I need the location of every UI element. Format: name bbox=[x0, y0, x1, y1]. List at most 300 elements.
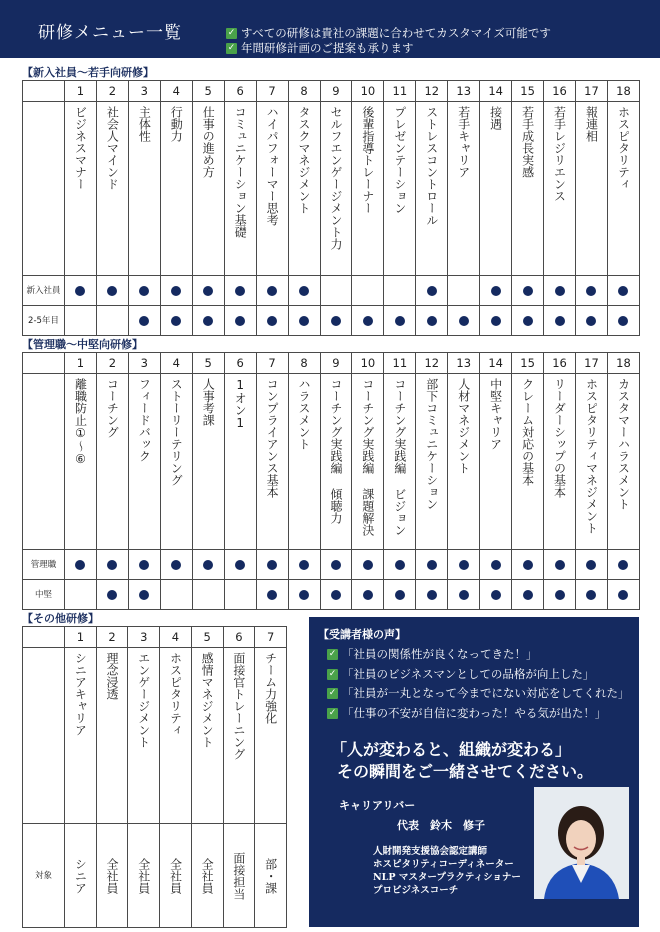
mark-cell bbox=[192, 276, 224, 306]
course-title: ストーリーテリング bbox=[169, 378, 184, 486]
filled-dot-icon bbox=[363, 560, 373, 570]
course-title: シニアキャリア bbox=[73, 652, 88, 736]
table-other bbox=[22, 626, 287, 928]
mark-cell bbox=[448, 550, 480, 580]
course-title: チーム力強化 bbox=[263, 652, 278, 724]
row-label: 中堅 bbox=[23, 580, 65, 610]
target-cell bbox=[96, 824, 128, 928]
course-title-cell bbox=[512, 102, 544, 276]
course-title: クレーム対応の基本 bbox=[520, 378, 535, 486]
course-title-cell bbox=[256, 102, 288, 276]
filled-dot-icon bbox=[459, 590, 469, 600]
filled-dot-icon bbox=[107, 286, 117, 296]
mark-cell bbox=[256, 306, 288, 336]
filled-dot-icon bbox=[555, 286, 565, 296]
section-label-new-employees: 【新入社員〜若手向研修】 bbox=[22, 66, 154, 79]
row-label: 2-5年目 bbox=[23, 306, 65, 336]
target-cell bbox=[255, 824, 287, 928]
check-icon: ✓ bbox=[227, 43, 236, 53]
filled-dot-icon bbox=[586, 560, 596, 570]
course-title-cell bbox=[224, 102, 256, 276]
column-number: 1 bbox=[65, 81, 97, 102]
filled-dot-icon bbox=[235, 286, 245, 296]
mark-cell bbox=[352, 580, 384, 610]
column-number: 1 bbox=[65, 353, 97, 374]
course-title-cell bbox=[128, 648, 160, 824]
column-number: 9 bbox=[320, 81, 352, 102]
course-title: コンプライアンス基本 bbox=[265, 378, 280, 498]
mark-cell bbox=[416, 580, 448, 610]
check-icon: ✓ bbox=[328, 668, 337, 679]
filled-dot-icon bbox=[107, 560, 117, 570]
header-note: ✓ 年間研修計画のご提案も承ります bbox=[227, 41, 414, 55]
mark-cell bbox=[320, 550, 352, 580]
course-title: 理念浸透 bbox=[105, 652, 120, 700]
course-title: 接遇 bbox=[488, 106, 503, 130]
course-title: 後輩指導トレーナー bbox=[360, 106, 375, 214]
mark-cell bbox=[160, 550, 192, 580]
header-notes bbox=[226, 26, 551, 56]
mark-cell bbox=[320, 580, 352, 610]
column-number: 6 bbox=[224, 81, 256, 102]
target-label: 対象 bbox=[23, 824, 65, 928]
filled-dot-icon bbox=[267, 560, 277, 570]
mark-cell bbox=[224, 306, 256, 336]
testimonial-item: ✓ 「仕事の不安が自信に変わった！やる気が出た！」 bbox=[328, 705, 607, 720]
course-title: 感情マネジメント bbox=[200, 652, 215, 748]
filled-dot-icon bbox=[586, 286, 596, 296]
filled-dot-icon bbox=[459, 316, 469, 326]
mark-cell bbox=[224, 550, 256, 580]
course-title-cell bbox=[255, 648, 287, 824]
course-title: ホスピタリティマネジメント bbox=[584, 378, 599, 534]
filled-dot-icon bbox=[203, 560, 213, 570]
column-number: 13 bbox=[448, 353, 480, 374]
table-managers bbox=[22, 352, 640, 610]
course-title: カスタマーハラスメント bbox=[616, 378, 631, 510]
target-value: シニア bbox=[73, 857, 88, 894]
mark-cell bbox=[192, 580, 224, 610]
course-title-cell bbox=[288, 374, 320, 550]
filled-dot-icon bbox=[491, 316, 501, 326]
testimonial-title: 【受講者様の声】 bbox=[318, 628, 406, 641]
section-label-other: 【その他研修】 bbox=[22, 612, 99, 625]
filled-dot-icon bbox=[427, 560, 437, 570]
mark-cell bbox=[288, 580, 320, 610]
mark-cell bbox=[544, 276, 576, 306]
filled-dot-icon bbox=[267, 316, 277, 326]
course-title-cell bbox=[448, 102, 480, 276]
mark-cell bbox=[224, 276, 256, 306]
column-number: 16 bbox=[544, 81, 576, 102]
column-number: 5 bbox=[192, 353, 224, 374]
column-number: 10 bbox=[352, 81, 384, 102]
filled-dot-icon bbox=[491, 560, 501, 570]
mark-cell bbox=[320, 306, 352, 336]
course-title-cell bbox=[352, 374, 384, 550]
course-title: 社会人マインド bbox=[105, 106, 120, 190]
section-label-managers: 【管理職〜中堅向研修】 bbox=[22, 338, 143, 351]
check-icon: ✓ bbox=[328, 688, 337, 699]
filled-dot-icon bbox=[75, 560, 85, 570]
filled-dot-icon bbox=[75, 286, 85, 296]
mark-cell bbox=[607, 306, 639, 336]
course-title-cell bbox=[576, 374, 608, 550]
course-title-cell bbox=[416, 374, 448, 550]
course-title: 中堅キャリア bbox=[488, 378, 503, 450]
course-title: 若手成長実感 bbox=[520, 106, 535, 178]
mark-cell bbox=[384, 550, 416, 580]
course-title: ハイパフォーマー思考 bbox=[265, 106, 280, 226]
mark-cell bbox=[160, 580, 192, 610]
filled-dot-icon bbox=[235, 560, 245, 570]
column-number: 6 bbox=[224, 353, 256, 374]
course-title-cell bbox=[480, 102, 512, 276]
mark-cell bbox=[416, 550, 448, 580]
testimonial-list bbox=[327, 645, 630, 723]
mark-cell bbox=[256, 550, 288, 580]
target-cell bbox=[191, 824, 223, 928]
course-title-cell bbox=[191, 648, 223, 824]
course-title-cell bbox=[544, 374, 576, 550]
filled-dot-icon bbox=[427, 286, 437, 296]
check-icon: ✓ bbox=[328, 707, 337, 718]
mark-cell bbox=[416, 276, 448, 306]
column-number: 14 bbox=[480, 81, 512, 102]
filled-dot-icon bbox=[395, 560, 405, 570]
course-title: プレゼンテーション bbox=[392, 106, 407, 214]
filled-dot-icon bbox=[299, 286, 309, 296]
mark-cell bbox=[480, 580, 512, 610]
course-title-cell bbox=[160, 648, 192, 824]
column-number: 3 bbox=[128, 627, 160, 648]
mark-cell bbox=[128, 550, 160, 580]
course-title: 主体性 bbox=[137, 106, 152, 142]
mark-cell bbox=[288, 276, 320, 306]
column-number: 2 bbox=[96, 81, 128, 102]
column-number: 7 bbox=[255, 627, 287, 648]
course-title: 面接官トレーニング bbox=[231, 652, 246, 760]
target-cell bbox=[65, 824, 97, 928]
filled-dot-icon bbox=[203, 316, 213, 326]
mark-cell bbox=[448, 306, 480, 336]
column-number: 3 bbox=[128, 353, 160, 374]
blank-cell bbox=[23, 627, 65, 648]
course-title-cell bbox=[128, 374, 160, 550]
mark-cell bbox=[480, 306, 512, 336]
course-title-cell bbox=[607, 102, 639, 276]
filled-dot-icon bbox=[523, 560, 533, 570]
mark-cell bbox=[96, 276, 128, 306]
filled-dot-icon bbox=[107, 590, 117, 600]
mark-cell bbox=[128, 276, 160, 306]
mark-cell bbox=[256, 276, 288, 306]
course-title: セルフエンゲージメント力 bbox=[328, 106, 343, 250]
mark-cell bbox=[96, 550, 128, 580]
course-title: コミュニケーション基礎 bbox=[233, 106, 248, 238]
column-number: 11 bbox=[384, 353, 416, 374]
column-number: 4 bbox=[160, 353, 192, 374]
target-value: 全社員 bbox=[200, 857, 215, 894]
column-number: 14 bbox=[480, 353, 512, 374]
column-number: 4 bbox=[160, 627, 192, 648]
filled-dot-icon bbox=[618, 316, 628, 326]
filled-dot-icon bbox=[139, 316, 149, 326]
mark-cell bbox=[384, 276, 416, 306]
target-value: 部・課 bbox=[263, 857, 278, 894]
mark-cell bbox=[480, 550, 512, 580]
filled-dot-icon bbox=[395, 316, 405, 326]
mark-cell bbox=[576, 276, 608, 306]
course-title-cell bbox=[65, 374, 97, 550]
column-number: 18 bbox=[607, 353, 639, 374]
mark-cell bbox=[160, 306, 192, 336]
column-number: 7 bbox=[256, 353, 288, 374]
mark-cell bbox=[448, 580, 480, 610]
course-title-cell bbox=[320, 374, 352, 550]
filled-dot-icon bbox=[586, 316, 596, 326]
course-title-cell bbox=[192, 374, 224, 550]
course-title-cell bbox=[288, 102, 320, 276]
course-title: フィードバック bbox=[137, 378, 152, 462]
column-number: 18 bbox=[607, 81, 639, 102]
portrait-photo bbox=[534, 787, 629, 899]
column-number: 13 bbox=[448, 81, 480, 102]
course-title: コーチング bbox=[105, 378, 120, 438]
course-title-cell bbox=[160, 374, 192, 550]
mark-cell bbox=[544, 580, 576, 610]
target-value: 全社員 bbox=[168, 857, 183, 894]
course-title-cell bbox=[160, 102, 192, 276]
check-icon: ✓ bbox=[227, 28, 236, 38]
course-title-cell bbox=[544, 102, 576, 276]
column-number: 10 bbox=[352, 353, 384, 374]
mark-cell bbox=[576, 306, 608, 336]
mark-cell bbox=[224, 580, 256, 610]
filled-dot-icon bbox=[491, 286, 501, 296]
filled-dot-icon bbox=[331, 560, 341, 570]
course-title: 若手レジリエンス bbox=[552, 106, 567, 202]
column-number: 12 bbox=[416, 81, 448, 102]
course-title-cell bbox=[256, 374, 288, 550]
filled-dot-icon bbox=[555, 590, 565, 600]
mark-cell bbox=[256, 580, 288, 610]
row-label: 管理職 bbox=[23, 550, 65, 580]
course-title: 人材マネジメント bbox=[456, 378, 471, 474]
mark-cell bbox=[512, 306, 544, 336]
filled-dot-icon bbox=[267, 590, 277, 600]
mark-cell bbox=[65, 306, 97, 336]
filled-dot-icon bbox=[363, 316, 373, 326]
column-number: 2 bbox=[96, 627, 128, 648]
course-title-cell bbox=[512, 374, 544, 550]
mark-cell bbox=[192, 550, 224, 580]
column-number: 2 bbox=[96, 353, 128, 374]
row-label: 新入社員 bbox=[23, 276, 65, 306]
course-title-cell bbox=[65, 102, 97, 276]
course-title-cell bbox=[192, 102, 224, 276]
mark-cell bbox=[288, 306, 320, 336]
mark-cell bbox=[544, 550, 576, 580]
filled-dot-icon bbox=[171, 316, 181, 326]
course-title-cell bbox=[480, 374, 512, 550]
filled-dot-icon bbox=[299, 316, 309, 326]
column-number: 7 bbox=[256, 81, 288, 102]
mark-cell bbox=[544, 306, 576, 336]
filled-dot-icon bbox=[331, 590, 341, 600]
mark-cell bbox=[384, 306, 416, 336]
mark-cell bbox=[480, 276, 512, 306]
mark-cell bbox=[160, 276, 192, 306]
page-header bbox=[0, 0, 660, 58]
testimonial-item: ✓ 「社員のビジネスマンとしての品格が向上した」 bbox=[328, 666, 595, 681]
mark-cell bbox=[576, 580, 608, 610]
column-number: 17 bbox=[576, 353, 608, 374]
filled-dot-icon bbox=[618, 286, 628, 296]
course-title-cell bbox=[384, 374, 416, 550]
testimonial-item: ✓ 「社員が一丸となって今までにない対応をしてくれた」 bbox=[328, 686, 630, 700]
mark-cell bbox=[607, 550, 639, 580]
course-title: エンゲージメント bbox=[136, 652, 151, 748]
mark-cell bbox=[352, 550, 384, 580]
column-number: 4 bbox=[160, 81, 192, 102]
mark-cell bbox=[576, 550, 608, 580]
target-cell bbox=[160, 824, 192, 928]
filled-dot-icon bbox=[618, 590, 628, 600]
mark-cell bbox=[65, 550, 97, 580]
course-title: 離職防止①〜⑥ bbox=[73, 378, 88, 466]
course-title: ハラスメント bbox=[297, 378, 312, 450]
column-number: 5 bbox=[192, 81, 224, 102]
filled-dot-icon bbox=[267, 286, 277, 296]
filled-dot-icon bbox=[331, 316, 341, 326]
representative-name: 代表 鈴木 修子 bbox=[397, 819, 485, 832]
filled-dot-icon bbox=[139, 590, 149, 600]
course-title: ストレスコントロール bbox=[424, 106, 439, 226]
course-title-cell bbox=[96, 648, 128, 824]
course-title-cell bbox=[96, 102, 128, 276]
course-title: 人事考課 bbox=[201, 378, 216, 426]
column-number: 5 bbox=[191, 627, 223, 648]
column-number: 11 bbox=[384, 81, 416, 102]
course-title: コーチング実践編 傾聴力 bbox=[328, 378, 343, 524]
column-number: 17 bbox=[576, 81, 608, 102]
mark-cell bbox=[352, 306, 384, 336]
mark-cell bbox=[128, 580, 160, 610]
filled-dot-icon bbox=[523, 316, 533, 326]
check-icon: ✓ bbox=[328, 649, 337, 660]
course-title-cell bbox=[65, 648, 97, 824]
mark-cell bbox=[65, 276, 97, 306]
mark-cell bbox=[288, 550, 320, 580]
column-number: 8 bbox=[288, 81, 320, 102]
table-new-employees bbox=[22, 80, 640, 336]
target-cell bbox=[128, 824, 160, 928]
mark-cell bbox=[128, 306, 160, 336]
mark-cell bbox=[96, 306, 128, 336]
column-number: 3 bbox=[128, 81, 160, 102]
course-title: 行動力 bbox=[169, 106, 184, 142]
course-title-cell bbox=[607, 374, 639, 550]
testimonial-panel bbox=[309, 617, 639, 927]
course-title: リーダーシップの基本 bbox=[552, 378, 567, 498]
mark-cell bbox=[96, 580, 128, 610]
page-title: 研修メニュー一覧 bbox=[38, 23, 182, 43]
filled-dot-icon bbox=[299, 560, 309, 570]
column-number: 9 bbox=[320, 353, 352, 374]
filled-dot-icon bbox=[427, 590, 437, 600]
filled-dot-icon bbox=[139, 286, 149, 296]
mark-cell bbox=[192, 306, 224, 336]
course-title: タスクマネジメント bbox=[297, 106, 312, 214]
course-title-cell bbox=[96, 374, 128, 550]
column-number: 12 bbox=[416, 353, 448, 374]
filled-dot-icon bbox=[203, 286, 213, 296]
filled-dot-icon bbox=[427, 316, 437, 326]
mark-cell bbox=[512, 550, 544, 580]
filled-dot-icon bbox=[555, 560, 565, 570]
company-name: キャリアリバー bbox=[339, 799, 416, 812]
course-title-cell bbox=[224, 374, 256, 550]
mark-cell bbox=[512, 580, 544, 610]
course-title-cell bbox=[416, 102, 448, 276]
column-number: 1 bbox=[65, 627, 97, 648]
header-note: ✓ すべての研修は貴社の課題に合わせてカスタマイズ可能です bbox=[227, 26, 551, 40]
course-title-cell bbox=[384, 102, 416, 276]
filled-dot-icon bbox=[618, 560, 628, 570]
course-title: ホスピタリティ bbox=[616, 106, 631, 190]
target-value: 全社員 bbox=[105, 857, 120, 894]
blank-cell bbox=[23, 353, 65, 374]
credentials: 人財開発支援協会認定講師 ホスピタリティコーディネーター NLP マスタープラクティショナー プロビジネスコーチ bbox=[373, 846, 521, 896]
blank-cell bbox=[23, 374, 65, 550]
course-title-cell bbox=[320, 102, 352, 276]
mark-cell bbox=[384, 580, 416, 610]
course-title-cell bbox=[576, 102, 608, 276]
course-title-cell bbox=[223, 648, 255, 824]
mark-cell bbox=[352, 276, 384, 306]
column-number: 15 bbox=[512, 353, 544, 374]
filled-dot-icon bbox=[586, 590, 596, 600]
mark-cell bbox=[607, 580, 639, 610]
mark-cell bbox=[607, 276, 639, 306]
filled-dot-icon bbox=[235, 316, 245, 326]
filled-dot-icon bbox=[555, 316, 565, 326]
target-value: 全社員 bbox=[136, 857, 151, 894]
mark-cell bbox=[448, 276, 480, 306]
filled-dot-icon bbox=[395, 590, 405, 600]
testimonial-item: ✓ 「社員の関係性が良くなってきた！」 bbox=[328, 647, 538, 661]
course-title: 1オン1 bbox=[233, 378, 248, 430]
course-title-cell bbox=[448, 374, 480, 550]
mark-cell bbox=[320, 276, 352, 306]
course-title: コーチング実践編 課題解決 bbox=[360, 378, 375, 536]
blank-cell bbox=[23, 648, 65, 824]
filled-dot-icon bbox=[363, 590, 373, 600]
filled-dot-icon bbox=[491, 590, 501, 600]
mark-cell bbox=[416, 306, 448, 336]
blank-cell bbox=[23, 81, 65, 102]
filled-dot-icon bbox=[523, 590, 533, 600]
column-number: 15 bbox=[512, 81, 544, 102]
slogan: 「人が変わると、組織が変わる」 その瞬間をご一緒させてください。 bbox=[331, 740, 594, 781]
course-title: コーチング実践編 ビジョン bbox=[392, 378, 407, 536]
column-number: 8 bbox=[288, 353, 320, 374]
column-number: 16 bbox=[544, 353, 576, 374]
course-title: ビジネスマナー bbox=[73, 106, 88, 190]
filled-dot-icon bbox=[171, 560, 181, 570]
course-title-cell bbox=[128, 102, 160, 276]
